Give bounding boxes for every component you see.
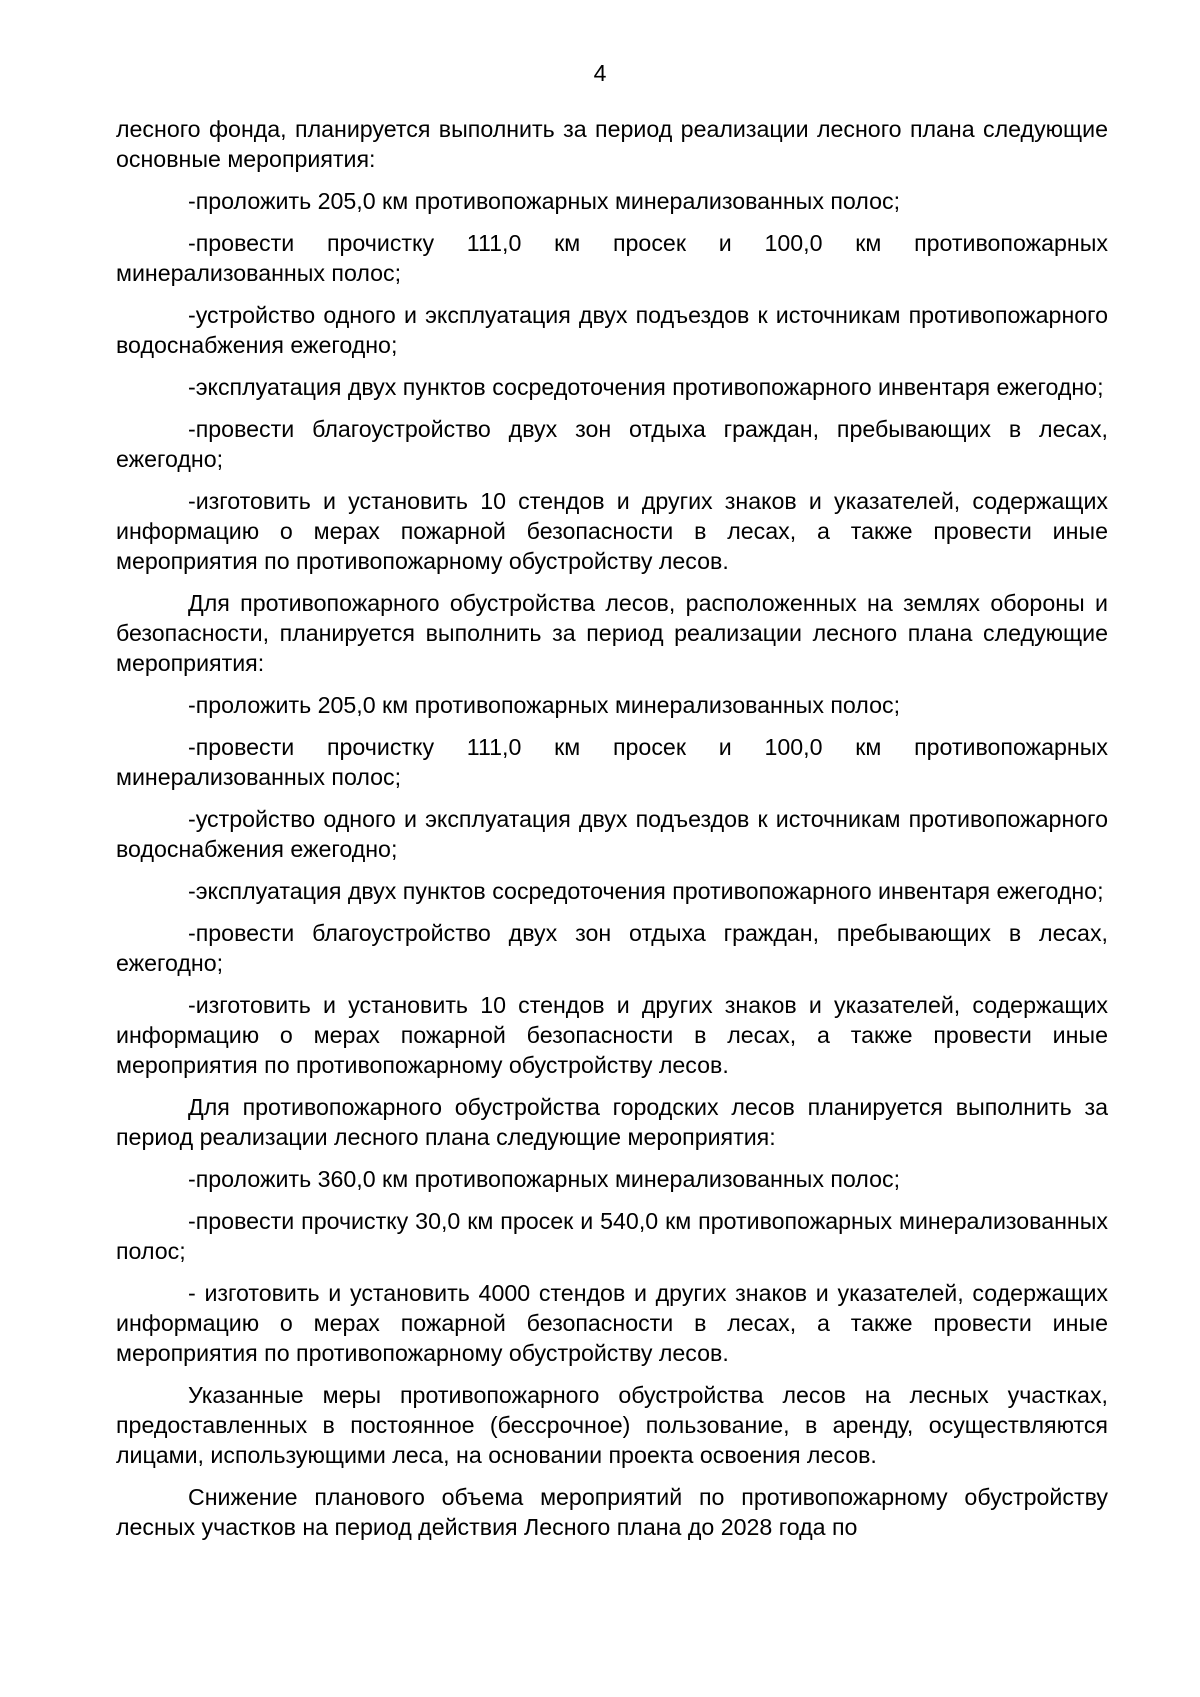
list-item-access-roads: -устройство одного и эксплуатация двух подъездов к источникам противопожарного водоснабжения ежегодно; [116, 302, 1108, 358]
list-item-mineralized-strips: -проложить 205,0 км противопожарных минерализованных полос; [188, 188, 901, 214]
list-item-access-roads: -устройство одного и эксплуатация двух подъездов к источникам противопожарного водоснабжения ежегодно; [116, 806, 1108, 862]
paragraph-defense-lands: Для противопожарного обустройства лесов, расположенных на землях обороны и безопасности, планируется выполнить за период реализации лесного плана следующие мероприятия: [116, 590, 1108, 676]
list-item-clearing: -провести прочистку 30,0 км просек и 540,0 км противопожарных минерализованных полос; [116, 1208, 1108, 1264]
list-item-recreation-zones: -провести благоустройство двух зон отдыха граждан, пребывающих в лесах, ежегодно; [116, 416, 1108, 472]
paragraph-responsible-parties: Указанные меры противопожарного обустройства лесов на лесных участках, предоставленных в постоянное (бессрочное) пользование, в аренду, осуществляются лицами, использующими леса, на основании проекта освоения лесов. [116, 1382, 1108, 1468]
list-item-mineralized-strips: -проложить 205,0 км противопожарных минерализованных полос; [188, 692, 901, 718]
paragraph-reduction: Снижение планового объема мероприятий по противопожарному обустройству лесных участков на период действия Лесного плана до 2028 года по [116, 1484, 1108, 1540]
page-number: 4 [593, 60, 607, 86]
list-item-stands: - изготовить и установить 4000 стендов и других знаков и указателей, содержащих информацию о мерах пожарной безопасности в лесах, а также провести иные мероприятия по противопожарному обустройству лесов. [116, 1280, 1108, 1366]
list-item-equipment-points: -эксплуатация двух пунктов сосредоточения противопожарного инвентаря ежегодно; [188, 374, 1104, 400]
paragraph-continuation: лесного фонда, планируется выполнить за период реализации лесного плана следующие основные мероприятия: [116, 116, 1108, 172]
paragraph-urban-forests: Для противопожарного обустройства городских лесов планируется выполнить за период реализации лесного плана следующие мероприятия: [116, 1094, 1108, 1150]
list-item-stands: -изготовить и установить 10 стендов и других знаков и указателей, содержащих информацию о мерах пожарной безопасности в лесах, а также провести иные мероприятия по противопожарному обустройству лесов. [116, 488, 1108, 574]
list-item-clearing: -провести прочистку 111,0 км просек и 100,0 км противопожарных минерализованных полос; [116, 734, 1108, 790]
list-item-mineralized-strips: -проложить 360,0 км противопожарных минерализованных полос; [188, 1166, 901, 1192]
document-body [116, 114, 1108, 1554]
list-item-clearing: -провести прочистку 111,0 км просек и 100,0 км противопожарных минерализованных полос; [116, 230, 1108, 286]
list-item-equipment-points: -эксплуатация двух пунктов сосредоточения противопожарного инвентаря ежегодно; [188, 878, 1104, 904]
list-item-recreation-zones: -провести благоустройство двух зон отдыха граждан, пребывающих в лесах, ежегодно; [116, 920, 1108, 976]
list-item-stands: -изготовить и установить 10 стендов и других знаков и указателей, содержащих информацию о мерах пожарной безопасности в лесах, а также провести иные мероприятия по противопожарному обустройству лесов. [116, 992, 1108, 1078]
